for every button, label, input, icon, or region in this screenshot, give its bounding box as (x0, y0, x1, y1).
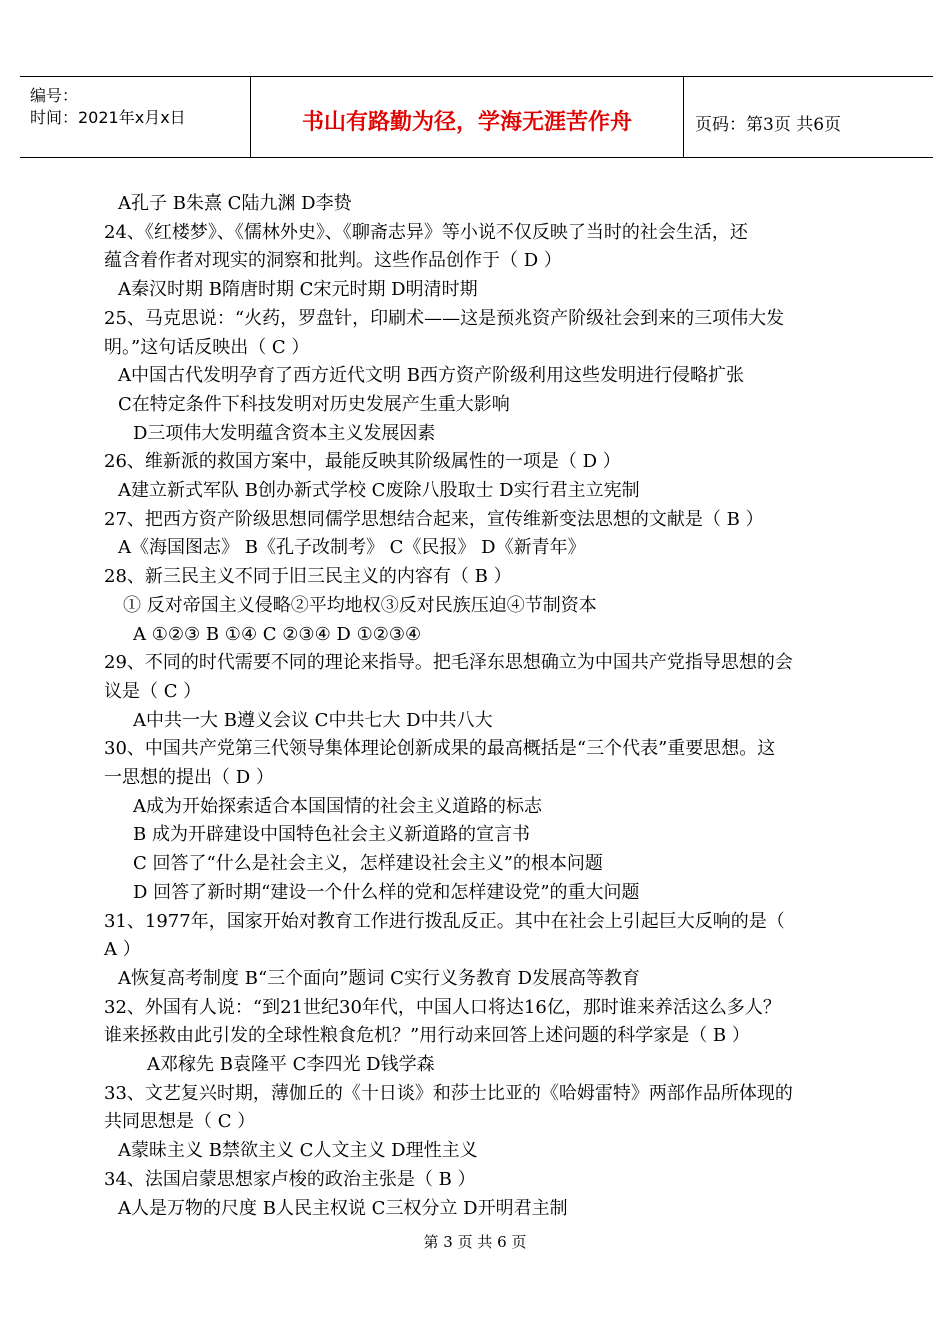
question-line: 32、外国有人说：“到21世纪30年代，中国人口将达16亿，那时谁来养活这么多人？ (104, 997, 781, 1018)
options-line: C在特定条件下科技发明对历史发展产生重大影响 (118, 394, 510, 415)
text-line: A ） (104, 939, 141, 960)
text-line: 明。”这句话反映出（ C ） (104, 337, 310, 358)
page-info-text: 页码：第3页 共6页 (695, 115, 842, 135)
page-footer: 第 3 页 共 6 页 (423, 1233, 527, 1251)
options-line: A ①②③ B ①④ C ②③④ D ①②③④ (133, 624, 422, 645)
options-line: D三项伟大发明蕴含资本主义发展因素 (133, 423, 436, 444)
text-line: A孔子 B朱熹 C陆九渊 D李贽 (118, 193, 352, 214)
options-line: A中国古代发明孕育了西方近代文明 B西方资产阶级利用这些发明进行侵略扩张 (118, 365, 744, 386)
document-number-label: 编号： (30, 86, 79, 105)
text-line: 谁来拯救由此引发的全球性粮食危机？”用行动来回答上述问题的科学家是（ B ） (104, 1025, 750, 1046)
options-line: A《海国图志》 B《孔子改制考》 C《民报》 D《新青年》 (118, 537, 586, 558)
question-line: 25、马克思说：“火药，罗盘针，印刷术——这是预兆资产阶级社会到来的三项伟大发 (104, 308, 785, 329)
question-line: 34、法国启蒙思想家卢梭的政治主张是（ B ） (104, 1169, 476, 1190)
options-line: A邓稼先 B袁隆平 C李四光 D钱学森 (147, 1054, 435, 1075)
question-line: 33、文艺复兴时期，薄伽丘的《十日谈》和莎士比亚的《哈姆雷特》两部作品所体现的 (104, 1083, 793, 1104)
text-line: 共同思想是（ C ） (104, 1111, 256, 1132)
text-line: 蕴含着作者对现实的洞察和批判。这些作品创作于（ D ） (104, 250, 562, 271)
options-line: A中共一大 B遵义会议 C中共七大 D中共八大 (133, 710, 493, 731)
text-line: ① 反对帝国主义侵略②平均地权③反对民族压迫④节制资本 (123, 595, 597, 616)
question-line: 29、不同的时代需要不同的理论来指导。把毛泽东思想确立为中国共产党指导思想的会 (104, 652, 793, 673)
options-line: B 成为开辟建设中国特色社会主义新道路的宣言书 (133, 824, 530, 845)
question-line: 31、1977年，国家开始对教育工作进行拨乱反正。其中在社会上引起巨大反响的是（ (104, 911, 785, 932)
options-line: A成为开始探索适合本国国情的社会主义道路的标志 (133, 796, 542, 817)
header-meta-cell (20, 77, 250, 157)
options-line: A蒙昧主义 B禁欲主义 C人文主义 D理性主义 (118, 1140, 478, 1161)
text-line: 议是（ C ） (104, 681, 202, 702)
question-line: 27、把西方资产阶级思想同儒学思想结合起来，宣传维新变法思想的文献是（ B ） (104, 509, 764, 530)
motto-text: 书山有路勤为径，学海无涯苦作舟 (301, 109, 632, 135)
options-line: C 回答了“什么是社会主义，怎样建设社会主义”的根本问题 (133, 853, 603, 874)
question-line: 28、新三民主义不同于旧三民主义的内容有（ B ） (104, 566, 512, 587)
text-line: 一思想的提出（ D ） (104, 767, 274, 788)
question-line: 24、《红楼梦》、《儒林外史》、《聊斋志异》等小说不仅反映了当时的社会生活，还 (104, 222, 748, 243)
question-line: 30、中国共产党第三代领导集体理论创新成果的最高概括是“三个代表”重要思想。这 (104, 738, 776, 759)
header-page-cell (683, 77, 933, 157)
options-line: A秦汉时期 B隋唐时期 C宋元时期 D明清时期 (118, 279, 478, 300)
document-header (20, 76, 933, 158)
options-line: D 回答了新时期“建设一个什么样的党和怎样建设党”的重大问题 (133, 882, 640, 903)
header-motto-cell (250, 77, 684, 157)
document-time-label: 时间：2021年x月x日 (30, 108, 186, 127)
options-line: A建立新式军队 B创办新式学校 C废除八股取士 D实行君主立宪制 (118, 480, 640, 501)
options-line: A人是万物的尺度 B人民主权说 C三权分立 D开明君主制 (118, 1198, 568, 1219)
question-line: 26、维新派的救国方案中，最能反映其阶级属性的一项是（ D ） (104, 451, 621, 472)
options-line: A恢复高考制度 B“三个面向”题词 C实行义务教育 D发展高等教育 (118, 968, 640, 989)
